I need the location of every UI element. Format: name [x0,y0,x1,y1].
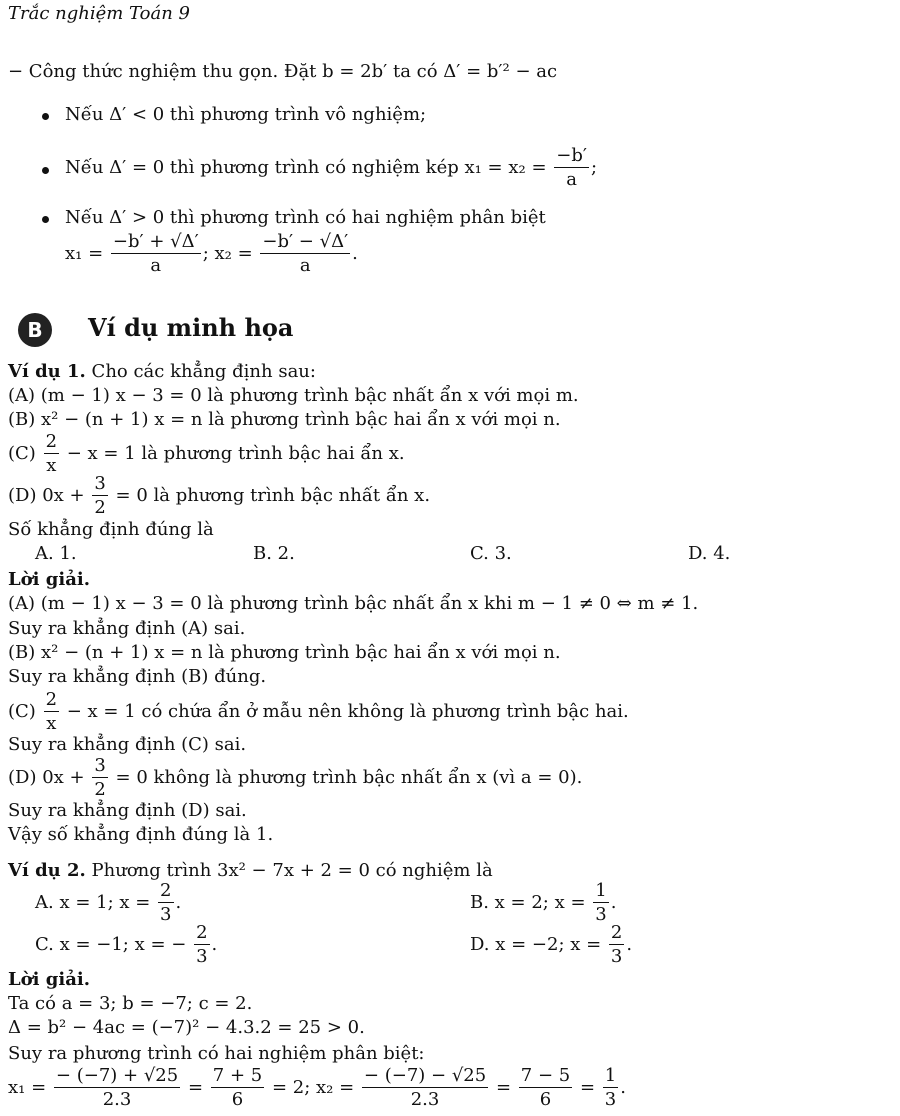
formula-case-2: Nếu Δ′ = 0 thì phương trình có nghiệm kép x₁ = x₂ = $\frac{-b'}{a}$ ; [65,145,598,191]
ex1-solution-line: (B) x² − (n + 1) x = n là phương trình bậc hai ẩn x với mọi n. [8,642,561,663]
ex2-solution-line: Ta có a = 3; b = −7; c = 2. [8,993,253,1014]
ex1-solution-line: (A) (m − 1) x − 3 = 0 là phương trình bậc nhất ẩn x khi m − 1 ≠ 0 ⇔ m ≠ 1. [8,593,699,614]
ex2-solution-line: Δ = b² − 4ac = (−7)² − 4.3.2 = 25 > 0. [8,1017,365,1038]
page-header: Trắc nghiệm Toán 9 [8,3,190,24]
ex1-solution-label: Lời giải. [8,569,90,590]
ex1-claim-d: (D) 0x + $\frac{3}{2}$ = 0 là phương trình bậc nhất ẩn x. [8,473,431,519]
bullet [42,113,49,120]
ex1-solution-d: (D) 0x + $\frac{3}{2}$ = 0 không là phương trình bậc nhất ẩn x (vì a = 0). [8,755,583,801]
bullet [42,167,49,174]
ex1-solution-c: (C) $\frac{2}{x}$ − x = 1 có chứa ẩn ở mẫu nên không là phương trình bậc hai. [8,689,629,735]
ex1-heading: Ví dụ 1. Cho các khẳng định sau: [8,361,316,382]
ex1-question: Số khẳng định đúng là [8,519,214,540]
ex1-solution-line: Suy ra khẳng định (A) sai. [8,618,246,639]
ex2-option-d: D. x = −2; x = $\frac{2}{3}$ . [470,922,633,968]
ex1-claim-a: (A) (m − 1) x − 3 = 0 là phương trình bậc nhất ẩn x với mọi m. [8,385,579,406]
case2-text: Nếu Δ′ = 0 thì phương trình có nghiệm kép x₁ = x₂ = [65,157,547,179]
section-badge: B [18,313,52,347]
ex1-option-a: A. 1. [35,543,77,564]
ex1-solution-line: Suy ra khẳng định (C) sai. [8,734,247,755]
ex2-option-b: B. x = 2; x = $\frac{1}{3}$ . [470,880,617,926]
case2-fraction: $\frac{-b'}{a}$ [556,145,587,191]
ex1-option-c: C. 3. [470,543,512,564]
formula-case-3-roots: x₁ = $\frac{-b' + √\Delta'}{a}$ ; x₂ = $\frac{-b' - √\Delta'}{a}$ . [65,231,358,277]
formula-case-3: Nếu Δ′ > 0 thì phương trình có hai nghiệm phân biệt [65,207,546,228]
bullet [42,216,49,223]
ex1-option-b: B. 2. [253,543,295,564]
ex2-heading: Ví dụ 2. Phương trình 3x² − 7x + 2 = 0 có nghiệm là [8,860,493,881]
formula-case-1: Nếu Δ′ < 0 thì phương trình vô nghiệm; [65,104,427,125]
ex2-solution-line: Suy ra phương trình có hai nghiệm phân biệt: [8,1043,425,1064]
ex1-option-d: D. 4. [688,543,731,564]
ex1-claim-b: (B) x² − (n + 1) x = n là phương trình bậc hai ẩn x với mọi n. [8,409,561,430]
formula-intro: − Công thức nghiệm thu gọn. Đặt b = 2b′ ta có Δ′ = b′² − ac [8,61,558,82]
section-title: Ví dụ minh họa [88,313,294,342]
ex2-option-a: A. x = 1; x = $\frac{2}{3}$ . [35,880,182,926]
ex2-solution-label: Lời giải. [8,969,90,990]
ex1-solution-line: Suy ra khẳng định (B) đúng. [8,666,267,687]
ex2-roots: x₁ = $\frac{- (-7) + √25}{2.3}$ = $\frac{7 + 5}{6}$ = 2; x₂ = $\frac{- (-7) - √25}{2.3}$ = $\frac{7 - 5}{6}$ = $\frac{1}{3}$ . [8,1065,626,1111]
ex1-claim-c: (C) $\frac{2}{x}$ − x = 1 là phương trình bậc hai ẩn x. [8,431,405,477]
ex1-conclusion: Vậy số khẳng định đúng là 1. [8,824,274,845]
ex1-solution-line: Suy ra khẳng định (D) sai. [8,800,247,821]
ex2-option-c: C. x = −1; x = − $\frac{2}{3}$ . [35,922,218,968]
